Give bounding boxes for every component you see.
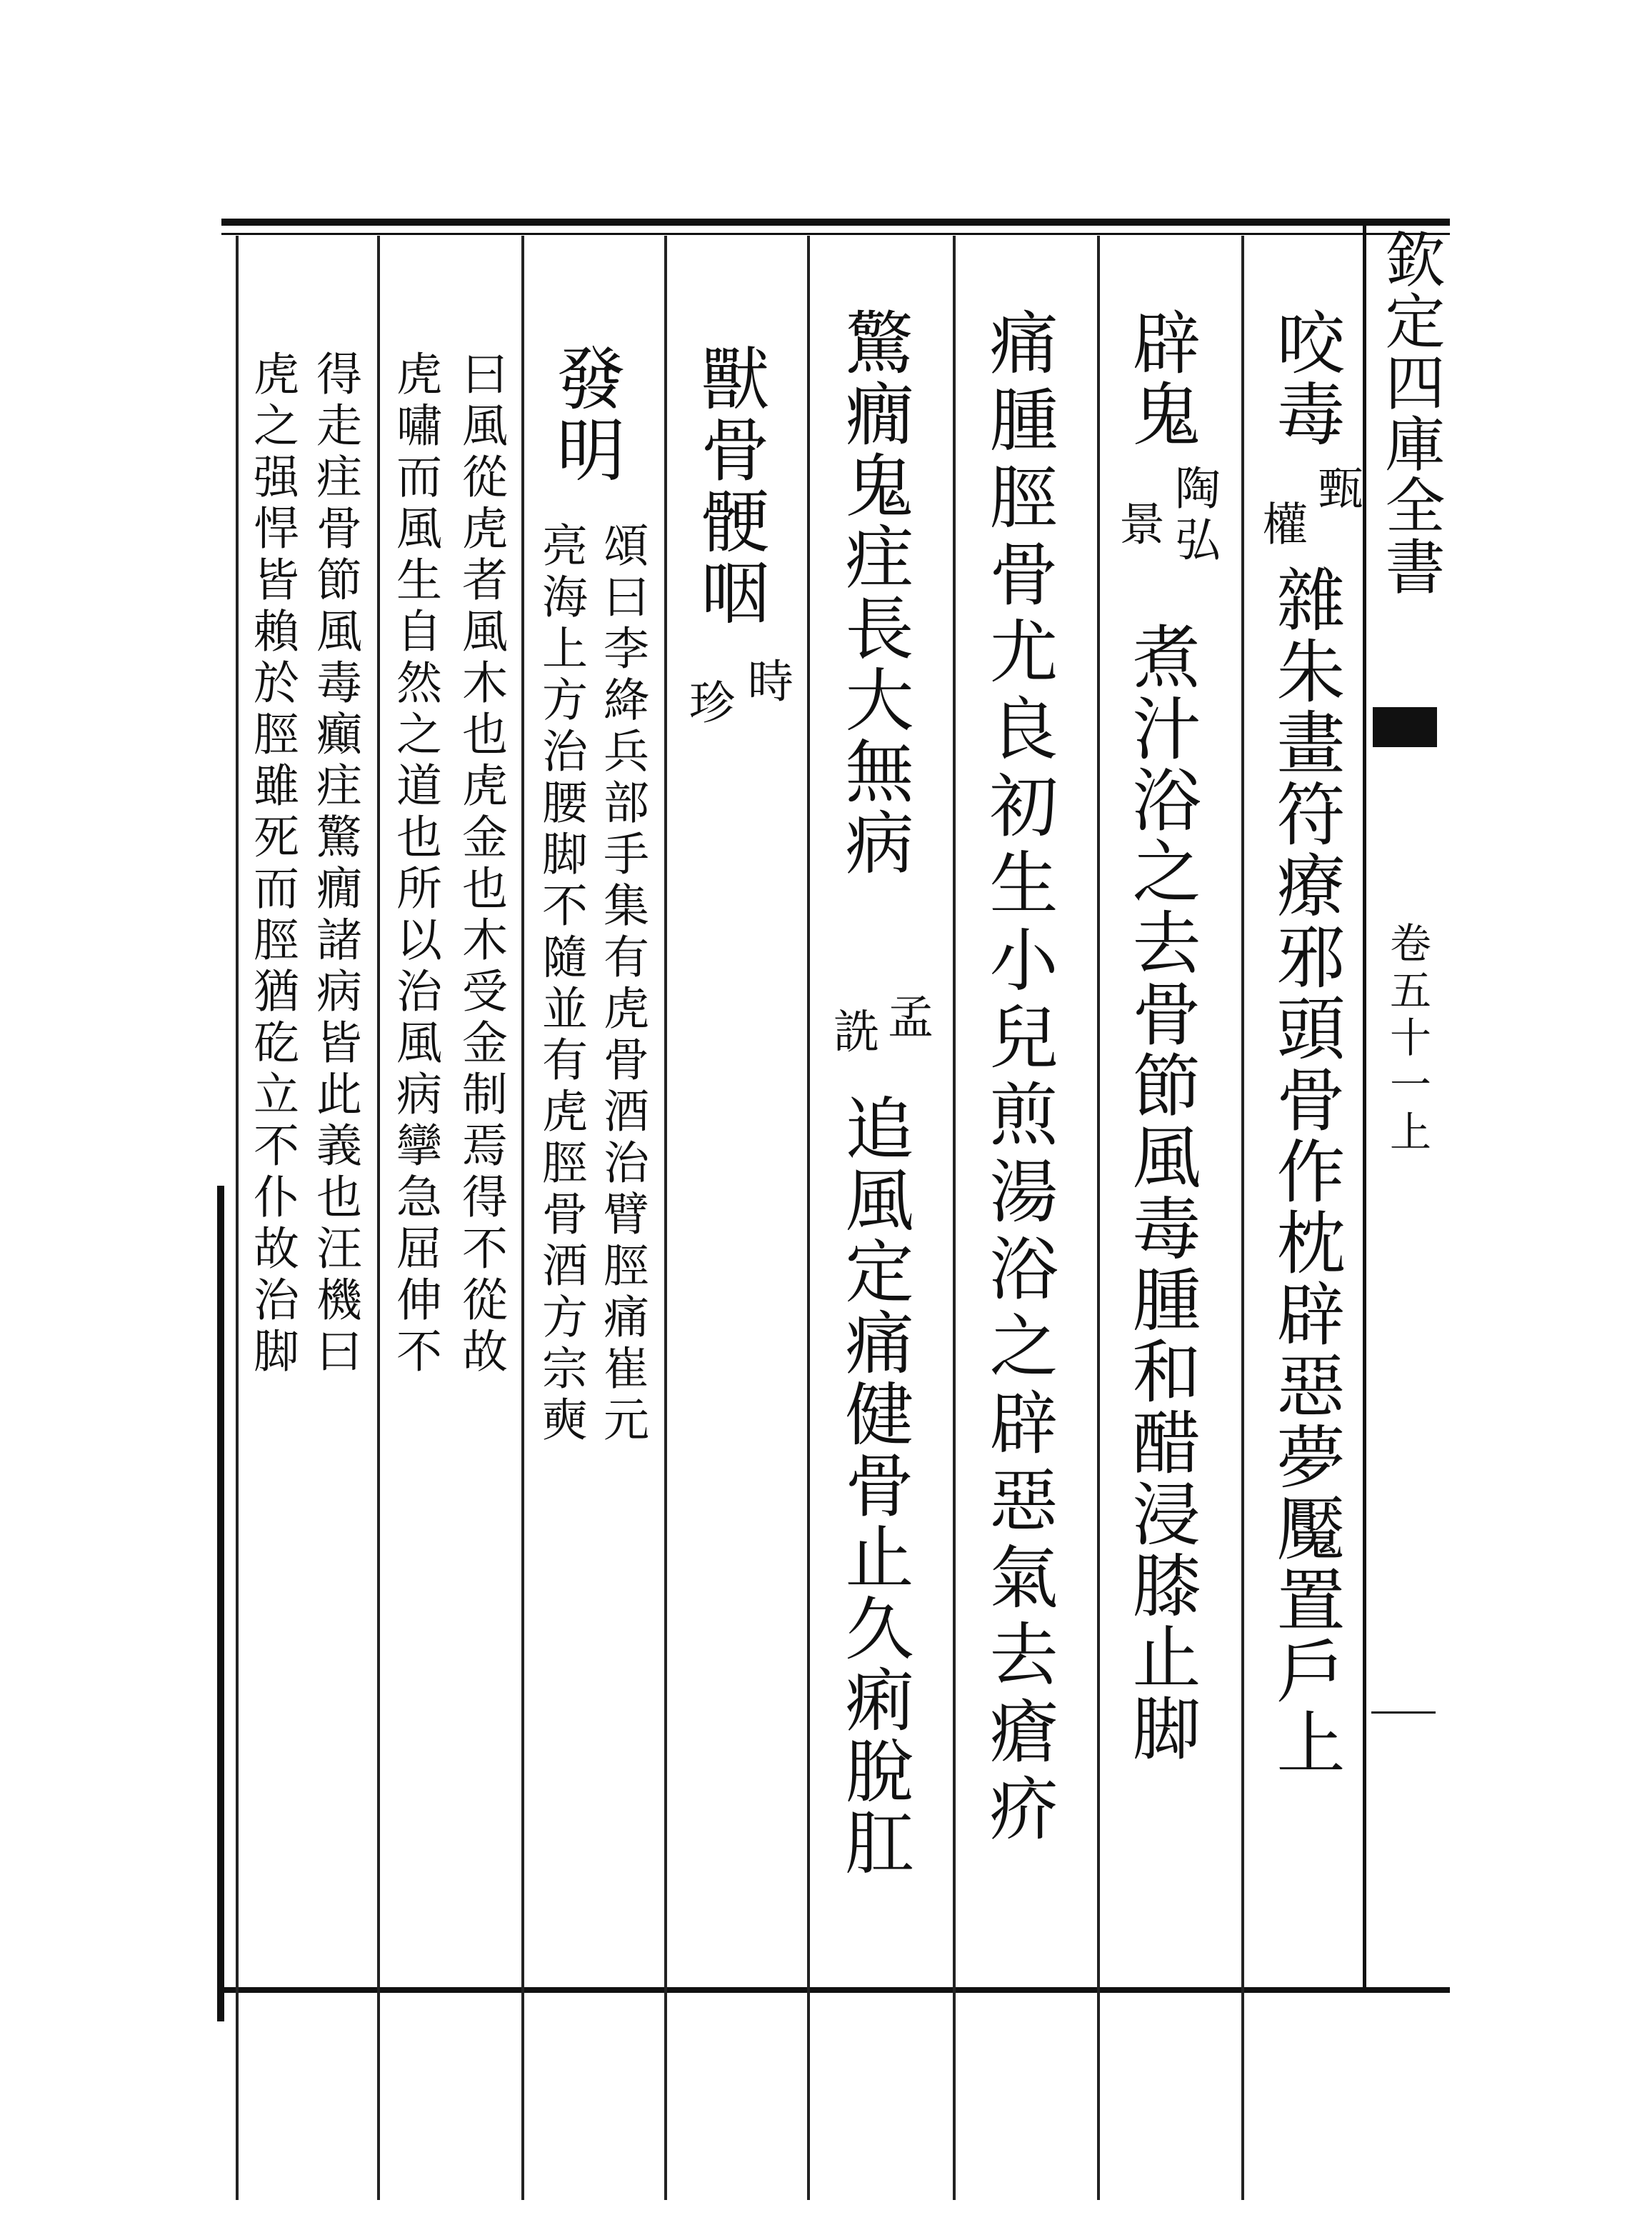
annotation-line: 虎之强悍皆賴於脛雖死而脛猶矻立不仆故治脚 — [246, 350, 299, 1379]
section-heading: 發明 — [546, 343, 626, 486]
top-border-thick — [221, 219, 1450, 226]
main-text: 煮汁浴之去骨節風毒腫和醋浸膝止脚 — [1121, 621, 1201, 1764]
fish-tail-mark — [1373, 707, 1437, 747]
annotation-line: 時 — [740, 657, 793, 709]
annotation-line: 孟 — [880, 993, 933, 1044]
volume-label: 卷五十一上 — [1383, 921, 1431, 1157]
fold-mark — [1371, 1711, 1436, 1714]
annotation-line: 珍 — [681, 679, 734, 730]
main-text: 辟鬼 — [1121, 307, 1201, 450]
collection-title: 欽定四庫全書 — [1376, 229, 1446, 597]
annotation-line: 得走疰骨節風毒癲疰驚癇諸病皆此義也汪機曰 — [309, 350, 361, 1379]
annotation-line: 頌曰李絳兵部手集有虎骨酒治臂脛痛崔元 — [596, 521, 649, 1447]
column-separator — [807, 236, 810, 2200]
main-text: 追風定痛健骨止久痢脫肛 — [834, 1093, 914, 1879]
column-separator — [1097, 236, 1100, 2200]
annotation-line: 陶弘 — [1167, 464, 1220, 567]
annotation-line: 權 — [1254, 500, 1307, 551]
bottom-border — [221, 1987, 1450, 1993]
top-border-thin — [221, 233, 1450, 235]
main-text: 雜朱畫符療邪頭骨作枕辟惡夢魘置戶上 — [1266, 564, 1346, 1779]
column-separator — [953, 236, 956, 2200]
annotation-line: 景 — [1111, 500, 1164, 551]
main-text: 獸骨骾咽 — [690, 343, 770, 629]
annotation-line: 甄 — [1310, 464, 1363, 516]
annotation-line: 詵 — [826, 1007, 878, 1059]
left-border — [217, 1186, 224, 2021]
column-separator — [236, 236, 239, 2200]
main-text: 驚癇鬼疰長大無病 — [834, 307, 914, 879]
column-separator — [664, 236, 667, 2200]
column-separator — [521, 236, 524, 2200]
annotation-line: 虎嘯而風生自然之道也所以治風病攣急屈伸不 — [389, 350, 441, 1379]
margin-divider — [1363, 219, 1366, 1990]
annotation-line: 曰風從虎者風木也虎金也木受金制焉得不從故 — [454, 350, 507, 1379]
main-text: 痛腫脛骨尤良初生小兒煎湯浴之辟惡氣去瘡疥 — [978, 307, 1058, 1850]
column-separator — [377, 236, 380, 2200]
annotation-line: 亮海上方治腰脚不隨並有虎脛骨酒方宗奭 — [534, 521, 587, 1447]
main-text: 咬毒 — [1266, 307, 1346, 450]
column-separator — [1241, 236, 1244, 2200]
